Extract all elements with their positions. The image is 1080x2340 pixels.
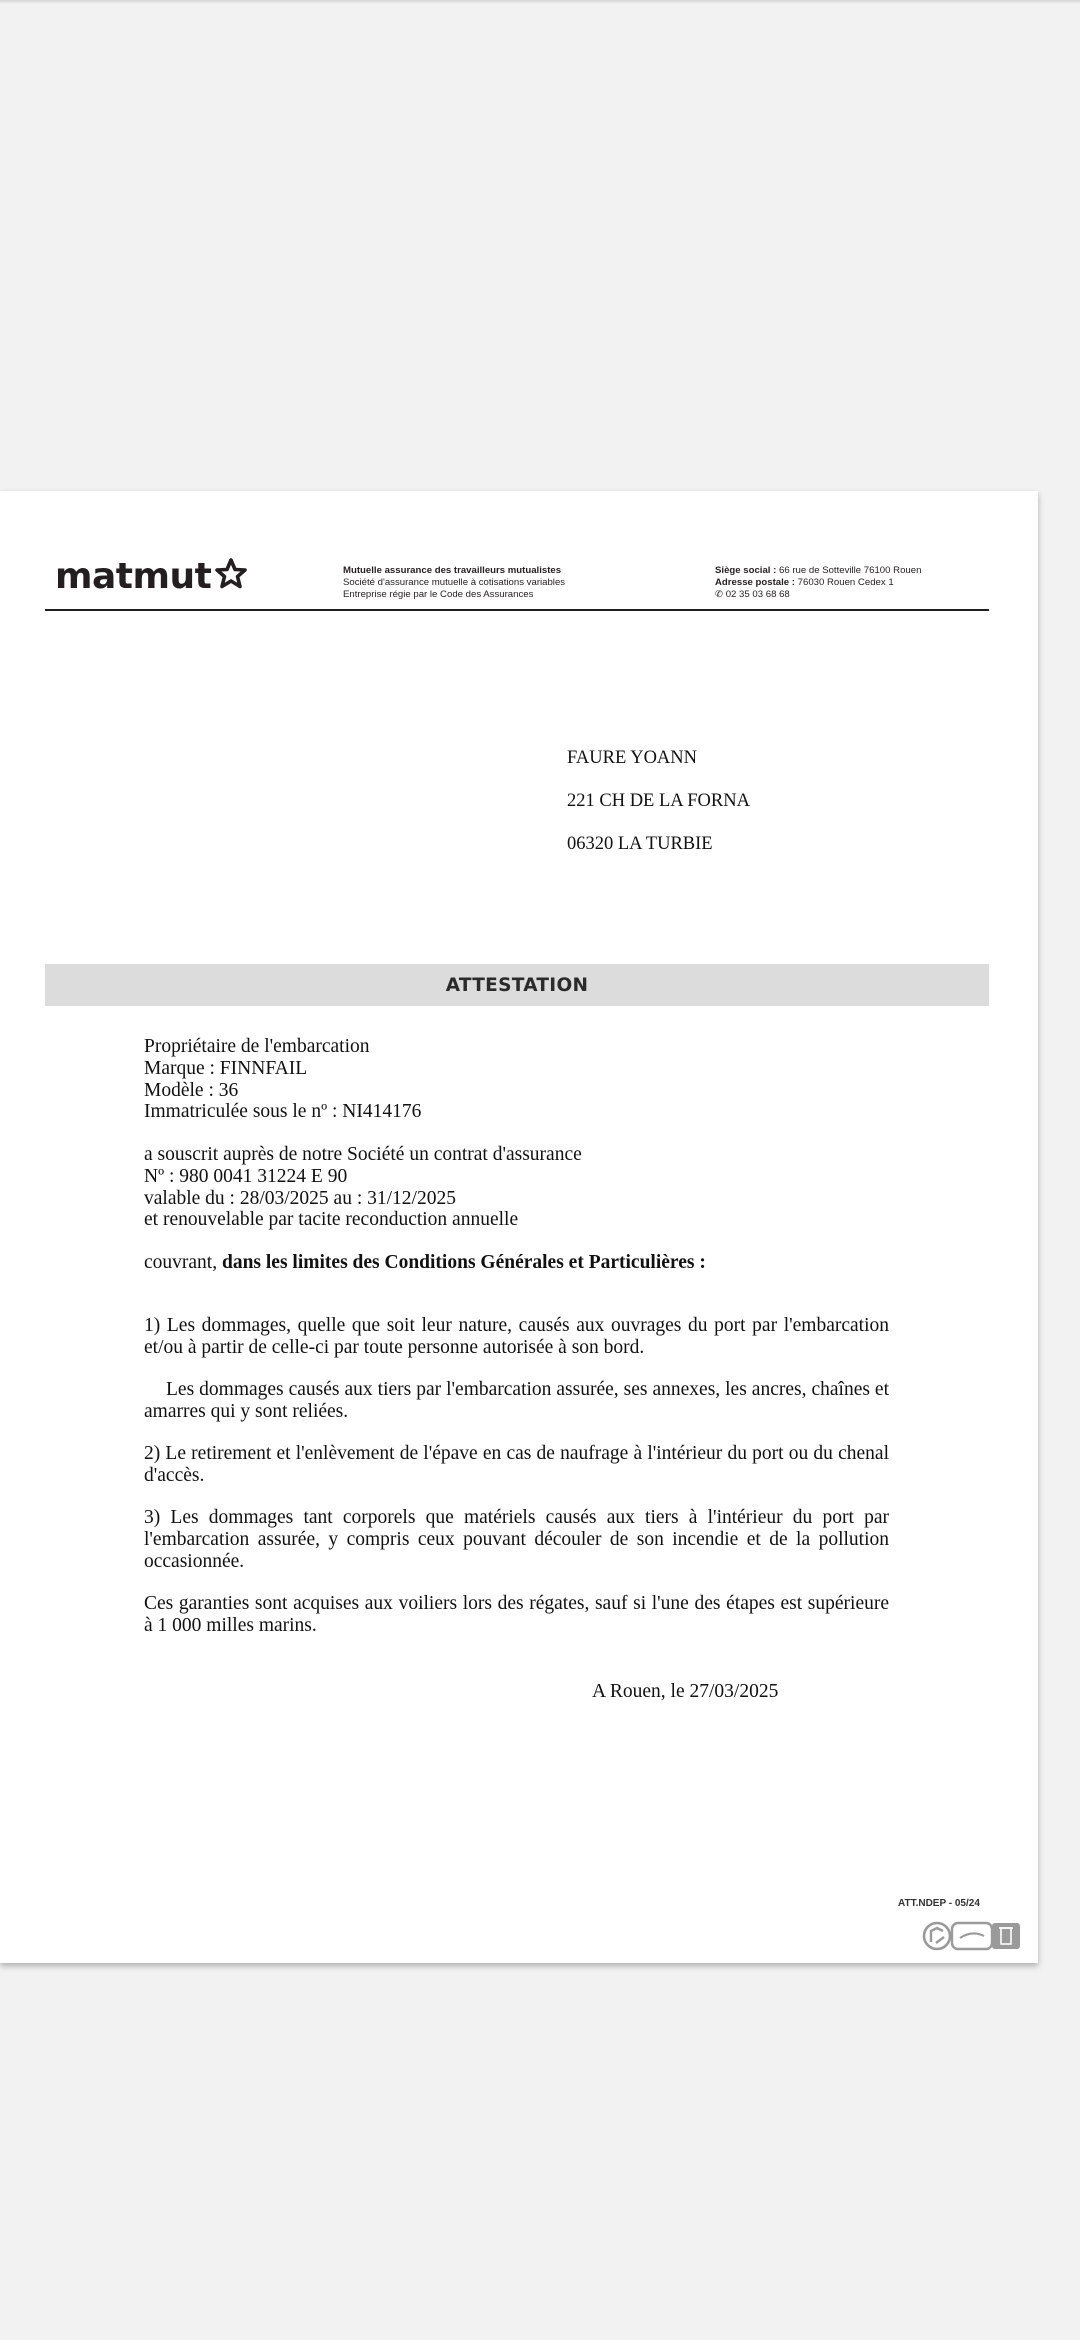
postal-value: 76030 Rouen Cedex 1: [794, 576, 894, 588]
contract-block: [144, 1144, 889, 1231]
vessel-registration: Immatriculée sous le nº : NI414176: [144, 1101, 422, 1123]
contract-renewal: et renouvelable par tacite reconduction annuelle: [144, 1209, 519, 1231]
clause-1: 1) Les dommages, quelle que soit leur nature, causés aux ouvrages du port par l'embarcation et/ou à partir de celle-ci par toute personne autorisée à son bord.: [144, 1315, 889, 1358]
company-line3: Entreprise régie par le Code des Assurances: [343, 588, 534, 600]
clause-1b: Les dommages causés aux tiers par l'embarcation assurée, ses annexes, les ancres, chaînes et amarres qui y sont reliées.: [144, 1379, 889, 1422]
postal-label: Adresse postale :: [715, 576, 795, 588]
document-reference: ATT.NDEP - 05/24: [898, 1898, 980, 1909]
phone-number: 02 35 03 68 68: [725, 588, 790, 600]
contract-validity: valable du : 28/03/2025 au : 31/12/2025: [144, 1187, 456, 1209]
coverage-prefix: couvrant,: [144, 1252, 222, 1273]
phone-icon: ✆: [715, 588, 726, 600]
footer-icons: [922, 1919, 1022, 1958]
siege-label: Siège social :: [715, 565, 777, 576]
header-divider: [45, 609, 989, 611]
recipient-street: 221 CH DE LA FORNA: [567, 791, 750, 811]
company-line1: Mutuelle assurance des travailleurs mutualistes: [343, 565, 562, 576]
vessel-model: Modèle : 36: [144, 1079, 239, 1101]
clause-4: Ces garanties sont acquises aux voiliers lors des régates, sauf si l'une des étapes est supérieure à 1 000 milles marins.: [144, 1593, 889, 1636]
company-line2: Société d'assurance mutuelle à cotisations variables: [343, 576, 566, 588]
document-page: [0, 491, 1038, 1963]
contract-number: Nº : 980 0041 31224 E 90: [144, 1165, 348, 1187]
bin-icon: [992, 1923, 1020, 1949]
clause-3: 3) Les dommages tant corporels que matériels causés aux tiers à l'intérieur du port par l'embarcation assurée, y compris ceux pouvant découler de son incendie et de la pollution occasionnée.: [144, 1507, 889, 1572]
vessel-block: [144, 1036, 889, 1123]
logo-text: matmut: [55, 555, 212, 597]
signature-date: A Rouen, le 27/03/2025: [592, 1681, 779, 1702]
paper-icon: [952, 1923, 992, 1949]
coverage-line: [144, 1252, 889, 1274]
matmut-star-icon: [214, 558, 248, 590]
recipient-city: 06320 LA TURBIE: [567, 834, 713, 854]
recipient-name: FAURE YOANN: [567, 748, 698, 768]
vessel-owner: Propriétaire de l'embarcation: [144, 1036, 370, 1057]
contract-intro: a souscrit auprès de notre Société un contrat d'assurance: [144, 1144, 582, 1165]
top-shadow: [0, 0, 1080, 4]
company-address: [715, 565, 921, 600]
attestation-title: ATTESTATION: [45, 964, 989, 1006]
coverage-conditions: dans les limites des Conditions Générales et Particulières :: [221, 1252, 706, 1273]
clause-2: 2) Le retirement et l'enlèvement de l'épave en cas de naufrage à l'intérieur du port ou du chenal d'accès.: [144, 1443, 889, 1486]
vessel-brand: Marque : FINNFAIL: [144, 1057, 308, 1079]
company-info: [343, 565, 565, 600]
recycle-icon: [924, 1923, 950, 1949]
siege-value: 66 rue de Sotteville 76100 Rouen: [776, 565, 922, 576]
matmut-logo: [55, 555, 248, 597]
